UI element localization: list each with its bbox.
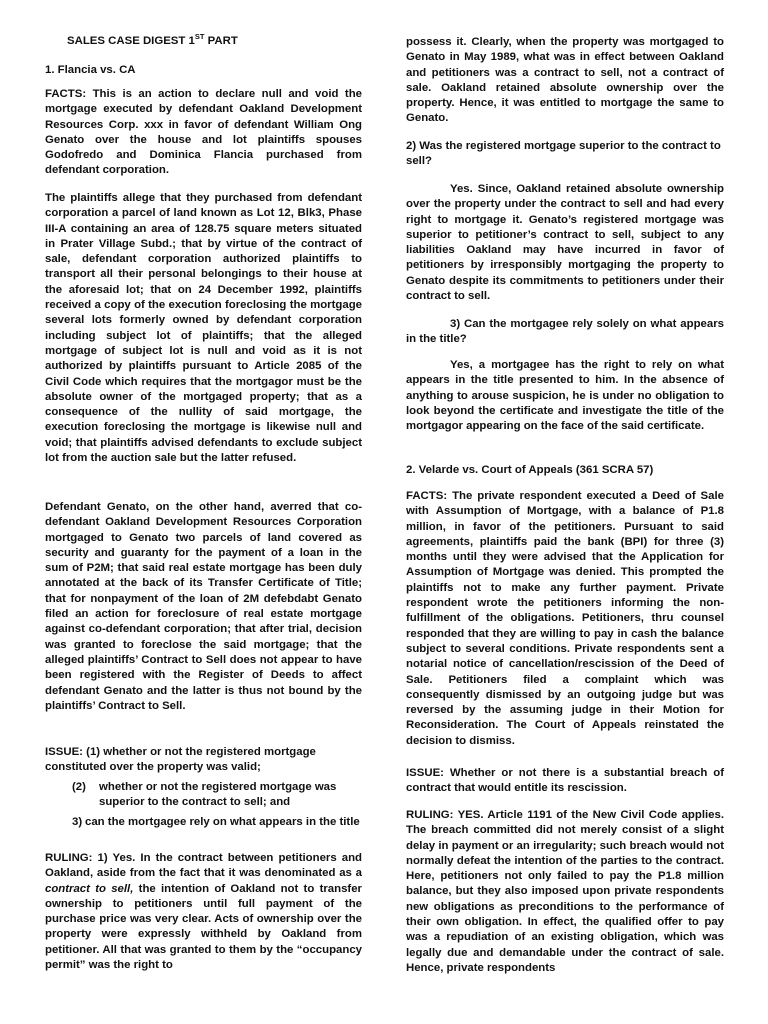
- ruling-paragraph: [45, 851, 362, 973]
- question-3: 3) Can the mortgagee rely solely on what appears in the title?: [406, 318, 724, 346]
- issue-item-3-number: 3): [72, 816, 83, 828]
- issue-paragraph: [45, 745, 362, 776]
- answer-2: Yes. Since, Oakland retained absolute ownership over the property under the contract to sell and had every right to mortgage it. Genato’s registered mortgage was superior to petitioner’s contract to sell, subject to any liabilities Oakland may have incurred in favor of petitioners by irresponsibly mortgaging the property to Genato despite its commitments to petitioners under their contract to sell.: [406, 183, 724, 303]
- title-superscript: ST: [194, 32, 205, 42]
- issue-item-3-text: can the mortgagee rely on what appears in the title: [85, 816, 360, 828]
- case-heading-flancia: 1. Flancia vs. CA: [45, 64, 136, 76]
- facts-2-text: The private respondent executed a Deed of Sale with Assumption of Mortgage, with a balance of P1.8 million, in favor of the petitioners. Pursuant to said agreements, plaintiffs paid the bank (BPI) for three (3) months until they were advised that the Application for Assumption of Mortgage was denied. This prompted the plaintiffs not to make any further payment. Private respondent wrote the petitioners informing the non-fulfillment of the obligations. Petitioners, thru counsel responded that they are willing to pay in cash the balance subject to several conditions. Private respondents sent a notarial notice of cancellation/rescission of the Deed of Sale. Petitioners filed a complaint which was consequently dismissed by an outgoing judge but was reversed by the assuming judge in their Motion for Reconsideration. The Court of Appeals reinstated the decision to dismiss.: [406, 490, 724, 747]
- issue-2-text: Whether or not there is a substantial breach of contract that would entitle its rescission.: [406, 767, 724, 795]
- document-title: SALES CASE DIGEST 1ST PART: [67, 32, 238, 47]
- issue-item-2: [72, 780, 362, 811]
- facts-label: FACTS:: [45, 88, 87, 100]
- facts-2-paragraph: [406, 489, 724, 749]
- issue-label: ISSUE:: [45, 746, 83, 758]
- facts-text: This is an action to declare null and void the mortgage executed by defendant Oakland Development Resources Corp. xxx in favor of defendant William Ong Genato over the house and lot plaintiffs spouses Godofredo and Dominica Flancia purchased from defendant corporation.: [45, 88, 362, 177]
- facts-2-label: FACTS:: [406, 490, 448, 502]
- ruling-italic-text: contract to sell,: [45, 882, 134, 895]
- issue-2-paragraph: [406, 766, 724, 797]
- issue-item-2-text: whether or not the registered mortgage was superior to the contract to sell; and: [99, 781, 337, 809]
- ruling-2-paragraph: [406, 808, 724, 976]
- issue-item-3: [72, 815, 362, 830]
- ruling-2-text: YES. Article 1191 of the New Civil Code applies. The breach committed did not merely consist of a slight delay in payment or an irregularity; such breach would not normally defeat the intention of the parties to the contract. Here, petitioners not only failed to pay the P1.8 million balance, but they also imposed upon private respondents new obligations as preconditions to the performance of their own obligation. In effect, the qualified offer to pay was a repudiation of an existing obligation, which was legally due and demandable under the contract of sale. Hence, private respondents: [406, 809, 724, 974]
- question-2: 2) Was the registered mortgage superior to the contract to sell?: [406, 140, 721, 168]
- issue-text: (1) whether or not the registered mortgage constituted over the property was valid;: [45, 746, 316, 774]
- answer-3: Yes, a mortgagee has the right to rely on what appears in the title presented to him. In the absence of anything to arouse suspicion, he is under no obligation to look beyond the certificate and investigate the title of the mortgagor appearing on the face of the said certificate.: [406, 359, 724, 433]
- ruling-text-b: the intention of Oakland not to transfer ownership to petitioners until full payment of the purchase price was very clear. Acts of ownership over the property were expressly withheld by Oakland from petitioner. All that was granted to them by the “occupancy permit” was the right to: [45, 882, 362, 972]
- ruling-text-a: 1) Yes. In the contract between petitioners and Oakland, aside from the fact that it was denominated as a: [45, 852, 362, 880]
- issue-2-label: ISSUE:: [406, 767, 444, 779]
- facts-paragraph: [45, 87, 362, 179]
- ruling-continuation: possess it. Clearly, when the property was mortgaged to Genato in May 1989, what was in effect between Oakland and petitioners was a contract to sell, not a contract of sale. Oakland retained absolute ownership over the property. Hence, it was entitled to mortgage the same to Genato.: [406, 36, 724, 125]
- ruling-label: RULING:: [45, 852, 93, 864]
- defendant-averment-paragraph: Defendant Genato, on the other hand, averred that co-defendant Oakland Development Resources Corporation mortgaged to Genato two parcels of land covered as security and guaranty for the payment of a loan in the sum of P2M; that said real estate mortgage has been duly annotated at the back of its Transfer Certificate of Title; that for nonpayment of the loan of 2M defebdabt Genato filed an action for foreclosure of real estate mortgage against co-defendant corporation; that after trial, decision was granted to foreclose the said mortgage; that the alleged plaintiffs’ Contract to Sell does not appear to have been registered with the Register of Deeds to affect defendant Genato and the latter is thus not bound by the plaintiffs’ Contract to Sell.: [45, 501, 362, 712]
- ruling-2-label: RULING:: [406, 809, 454, 821]
- issue-item-2-number: (2): [72, 781, 86, 793]
- case-heading-velarde: 2. Velarde vs. Court of Appeals (361 SCRA 57): [406, 464, 654, 476]
- plaintiffs-allegation-paragraph: The plaintiffs allege that they purchased from defendant corporation a parcel of land known as Lot 12, Blk3, Phase III-A containing an area of 128.75 square meters situated in Prater Village Subd.; that by virtue of the contract of sale, defendant corporation authorized plaintiffs to transport all their personal belongings to their house at the aforesaid lot; that on 24 December 1992, plaintiffs received a copy of the execution foreclosing the mortgage several lots formerly owned by defendant corporation including subject lot of plaintiffs; that the alleged mortgage of subject lot is null and void as it is not authorized by plaintiffs pursuant to Article 2085 of the Civil Code which requires that the mortgagor must be the absolute owner of the mortgaged property; that as a consequence of the nullity of said mortgage, the execution foreclosing the mortgage is likewise null and void; that plaintiffs advised defendants to exclude subject lot from the auction sale but the latter refused.: [45, 192, 362, 465]
